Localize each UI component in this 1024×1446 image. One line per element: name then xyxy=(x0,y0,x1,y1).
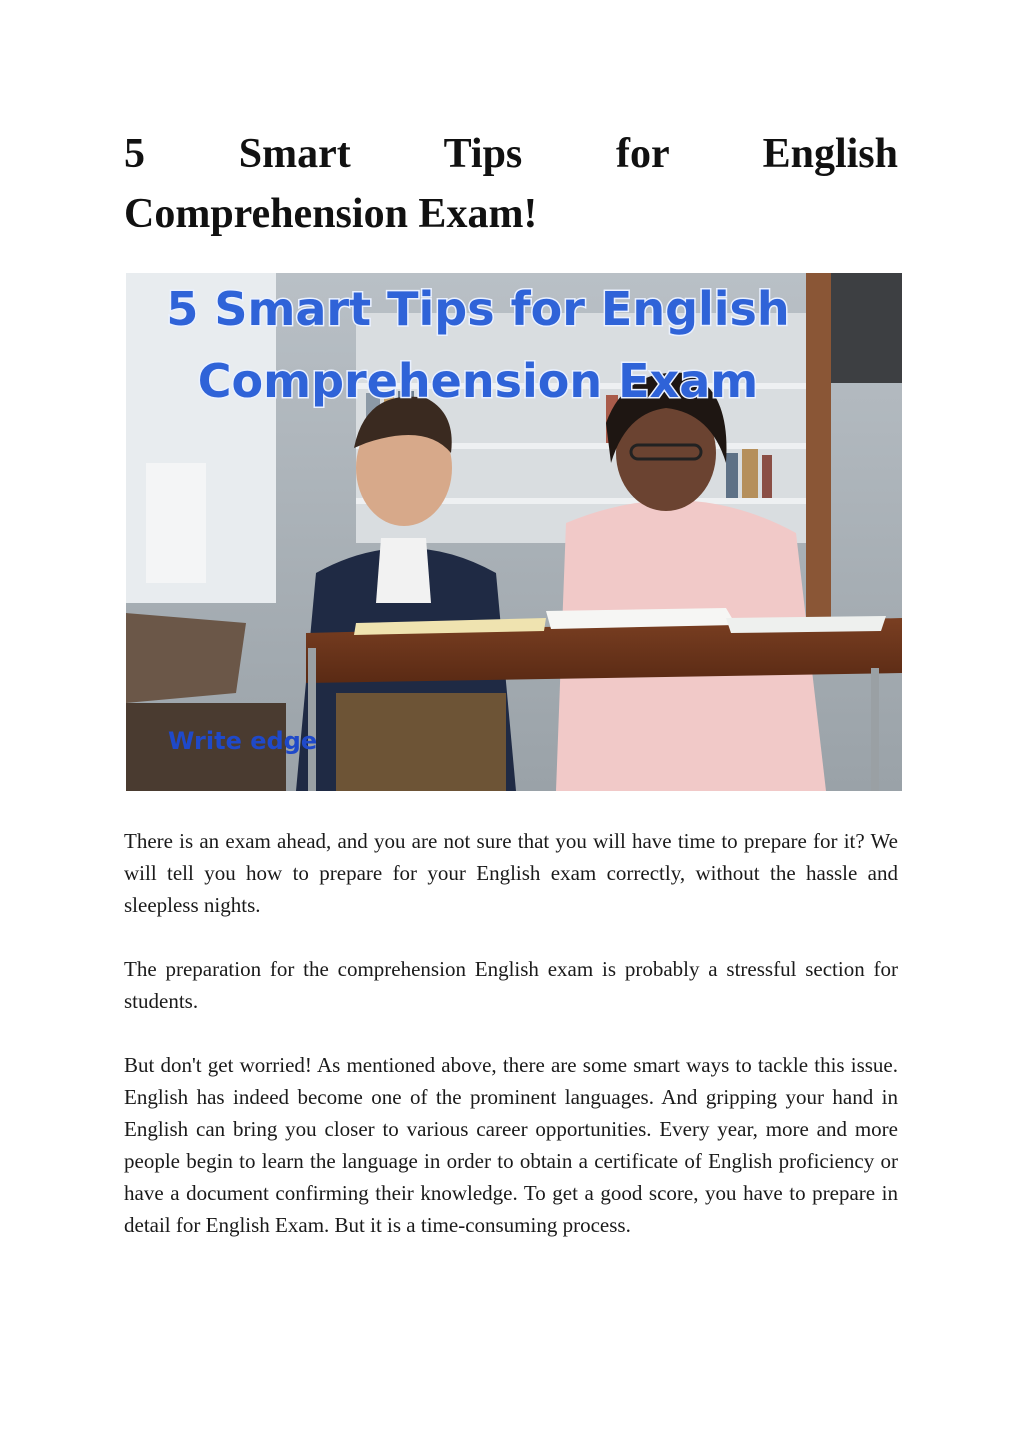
paragraph: There is an exam ahead, and you are not sure that you will have time to prepare for it? We will tell you how to prepare for your English exam correctly, without the hassle and sleepless nights. xyxy=(124,829,898,917)
paragraph: But don't get worried! As mentioned above, there are some smart ways to tackle this issue. English has indeed become one of the prominent languages. And gripping your hand in English can bring you closer to various career opportunities. Every year, more and more people begin to learn the language in order to obtain a certificate of English proficiency or have a document confirming their knowledge. To get a good score, you have to prepare in detail for English Exam. But it is a time-consuming process. xyxy=(124,1053,898,1237)
page-title xyxy=(124,124,898,244)
paragraph: The preparation for the comprehension English exam is probably a stressful section for students. xyxy=(124,957,898,1013)
brand-logo: Write edge xyxy=(168,727,318,755)
chair xyxy=(126,613,246,703)
hero-image xyxy=(126,273,902,791)
hero-illustration xyxy=(126,273,902,791)
article-body xyxy=(124,825,898,1273)
hero-banner-line-1: 5 Smart Tips for English xyxy=(166,282,790,336)
wood-column xyxy=(806,273,831,633)
page-title-line-2: Comprehension Exam! xyxy=(124,191,538,237)
page-title-line-1: 5 Smart Tips for English xyxy=(124,131,898,177)
hero-banner-line-2: Comprehension Exam xyxy=(197,354,759,408)
window-panel xyxy=(146,463,206,583)
wall-screen xyxy=(831,273,902,383)
